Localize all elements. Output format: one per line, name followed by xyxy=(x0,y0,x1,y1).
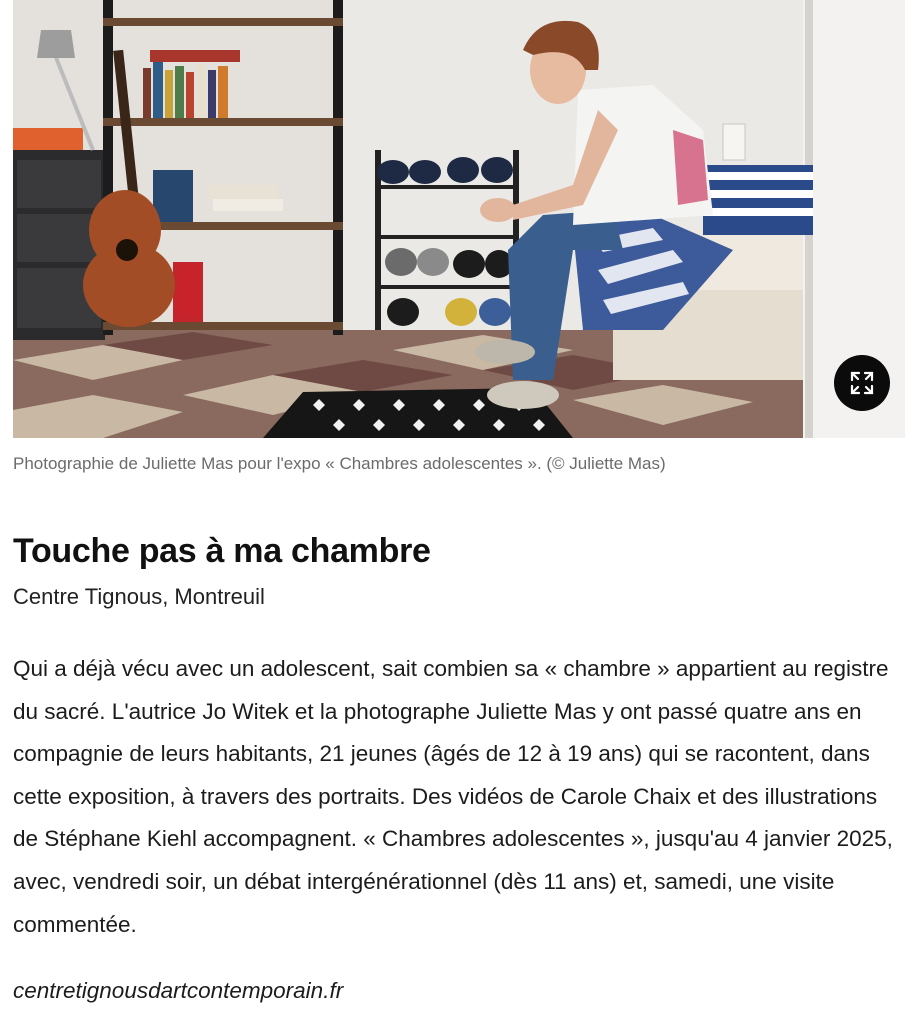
photo-caption: Photographie de Juliette Mas pour l'expo « Chambres adolescentes ». (© Juliette Mas) xyxy=(13,454,666,473)
expand-icon xyxy=(848,369,876,397)
photo-illustration xyxy=(13,0,905,438)
article-body: Qui a déjà vécu avec un adolescent, sait combien sa « chambre » appartient au registre du sacré. L'autrice Jo Witek et la photographe Juliette Mas y ont passé quatre ans en compagnie de leurs habitants, 21 jeunes (âgés de 12 à 19 ans) qui se racontent, dans cette exposition, à travers des portraits. Des vidéos de Carole Chaix et des illustrations de Stéphane Kiehl accompagnent. « Chambres adolescentes », jusqu'au 4 janvier 2025, avec, vendredi soir, un débat intergénérationnel (dès 11 ans) et, samedi, une visite commentée. xyxy=(13,656,893,937)
venue-location: Centre Tignous, Montreuil xyxy=(13,584,265,609)
article-photo[interactable] xyxy=(13,0,905,438)
expand-image-button[interactable] xyxy=(834,355,890,411)
article-title: Touche pas à ma chambre xyxy=(13,532,431,570)
website-link[interactable]: centretignousdartcontemporain.fr xyxy=(13,978,344,1003)
